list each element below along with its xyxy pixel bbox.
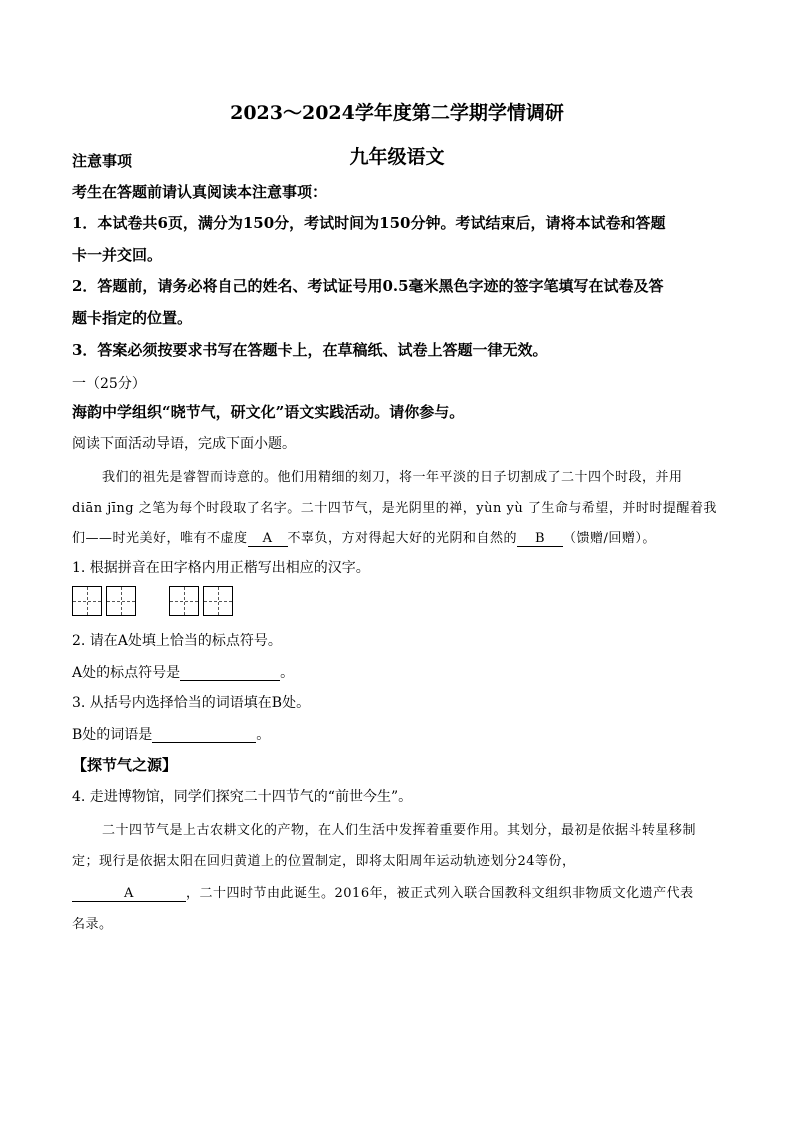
passage-line: 二十四节气是上古农耕文化的产物，在人们生活中发挥着重要作用。其划分，最初是依据斗转星移制 [102,823,697,838]
notice-item-3: 3．答案必须按要求书写在答题卡上，在草稿纸、试卷上答题一律无效。 [72,341,548,359]
question-4: 4. 走进博物馆，同学们探究二十四节气的“前世今生”。 [72,789,413,805]
passage-line: 定；现行是依据太阳在回归黄道上的位置制定，即将太阳周年运动轨迹划分24等份， [72,854,576,869]
tianzige-cell[interactable] [203,586,233,616]
passage-text: ，二十四时节由此诞生。2016年，被正式列入联合国教科文组织非物质文化遗产代表 [186,886,694,901]
notice-item-2-line-1: 2．答题前，请务必将自己的姓名、考试证号用0.5毫米黑色字迹的签字笔填写在试卷及答 [72,277,664,295]
notice-item-1-line-2: 卡一并交回。 [72,246,163,264]
notice-item-1-line-1: 1．本试卷共6页，满分为150分，考试时间为150分钟。考试结束后，请将本试卷和答题 [72,214,666,232]
exam-subtitle: 九年级语文 [349,146,445,168]
question-2: 2. 请在A处填上恰当的标点符号。 [72,633,282,649]
notice-heading: 注意事项 [72,152,133,170]
answer-blank[interactable] [152,728,256,743]
question-1: 1. 根据拼音在田字格内用正楷写出相应的汉字。 [72,560,370,576]
tianzige-cell[interactable] [106,586,136,616]
blank-b: B [517,532,563,547]
passage-text: 们——时光美好，唯有不虚度 [72,531,248,546]
answer-label: A处的标点符号是 [72,665,181,681]
answer-label: B处的词语是 [72,727,153,743]
tianzige-cell[interactable] [72,586,102,616]
question-3-answer: B处的词语是 。 [72,727,271,743]
passage-line: diān jīng 之笔为每个时段取了名字。二十四节气，是光阴里的禅，yùn yù 了生命与希望，并时时提醒着我 [72,501,717,516]
notice-intro: 考生在答题前请认真阅读本注意事项： [72,183,328,201]
question-2-answer: A处的标点符号是 。 [72,665,295,681]
passage-text: 不辜负，方对得起大好的光阴和自然的 [287,531,518,546]
question-3: 3. 从括号内选择恰当的词语填在B处。 [72,695,311,711]
writing-grid-2 [169,586,233,616]
answer-blank[interactable] [180,666,280,681]
passage-line: 名录。 [72,917,113,932]
passage-line: 我们的祖先是睿智而诗意的。他们用精细的刻刀，将一年平淡的日子切割成了二十四个时段，并用 [102,470,683,485]
passage-line [72,882,694,902]
blank-a: A [72,887,186,902]
writing-grid-1 [72,586,136,616]
passage-text: （馈赠/回赠）。 [563,531,656,546]
exam-title: 2023～2024学年度第二学期学情调研 [230,102,564,124]
activity-intro: 海韵中学组织“晓节气，研文化”语文实践活动。请你参与。 [72,403,465,421]
section-1-heading: 一（25分） [72,376,146,392]
blank-a: A [248,532,288,547]
notice-item-2-line-2: 题卡指定的位置。 [72,309,193,327]
reading-instruction: 阅读下面活动导语，完成下面小题。 [72,436,296,452]
passage-line [72,527,656,547]
explore-heading: 【探节气之源】 [72,756,178,774]
tianzige-cell[interactable] [169,586,199,616]
